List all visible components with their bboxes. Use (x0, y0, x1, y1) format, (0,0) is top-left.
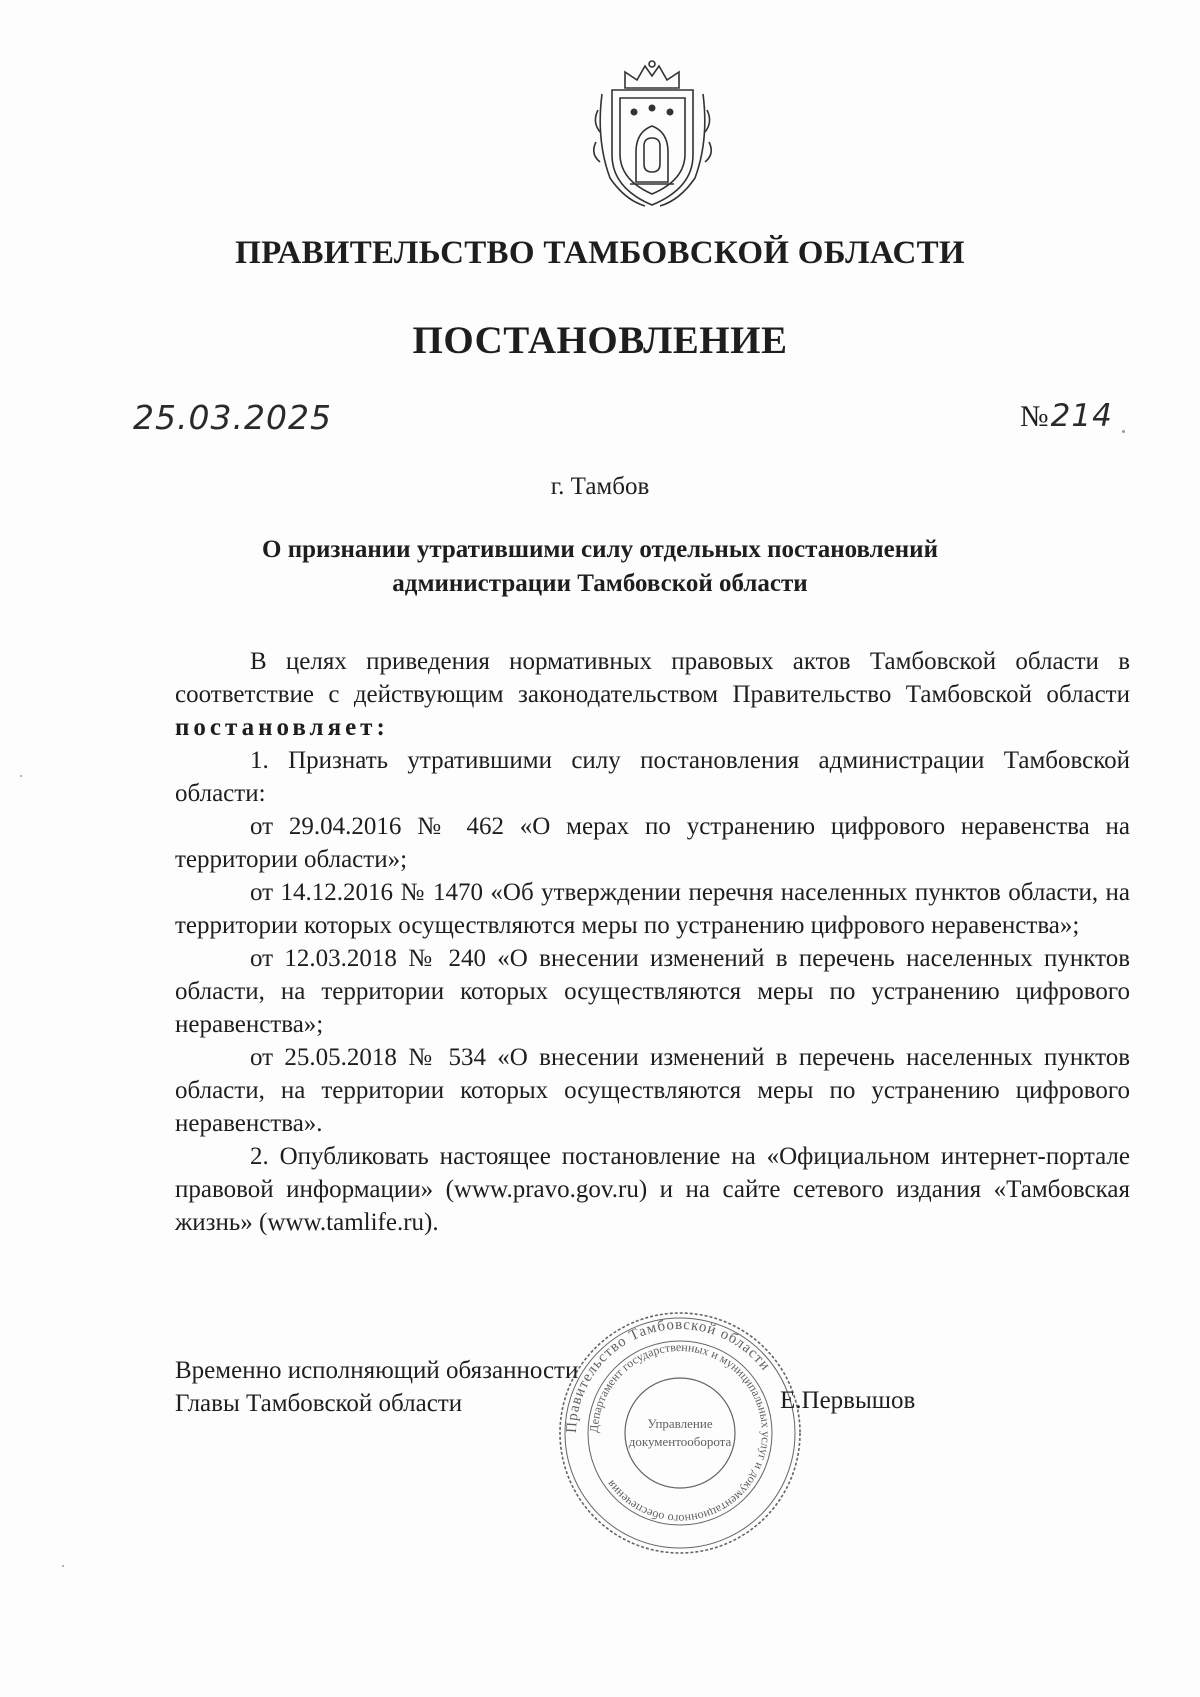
repealed-act: от 29.04.2016 № 462 «О мерах по устранению цифрового неравенства на территории области»; (175, 813, 1130, 873)
stamp-middle-text: Департамент государственных и муниципальных услуг и документационного обеспечения (586, 1339, 774, 1527)
resolves-keyword: постановляет: (175, 714, 389, 741)
document-number (1020, 398, 1113, 434)
government-name: ПРАВИТЕЛЬСТВО ТАМБОВСКОЙ ОБЛАСТИ (235, 235, 965, 271)
position-line-1: Временно исполняющий обязанности (175, 1357, 579, 1384)
intro-text: В целях приведения нормативных правовых актов Тамбовской области в соответствие с действующим законодательством Правительство Тамбовской области (175, 648, 1130, 708)
scan-speck (62, 1565, 64, 1567)
repealed-act: от 14.12.2016 № 1470 «Об утверждении перечня населенных пунктов области, на территории которых осуществляются меры по устранению цифрового неравенства»; (175, 879, 1130, 939)
stamp-outer-text: Правительство Тамбовской области (563, 1316, 774, 1434)
subject-line-1: О признании утратившими силу отдельных постановлений (262, 536, 938, 563)
document-subject (200, 533, 1000, 601)
stamp-center-line-2: документооборота (628, 1434, 732, 1449)
tambov-coat-of-arms-icon (590, 60, 715, 210)
item-1: 1. Признать утратившими силу постановления администрации Тамбовской области: (175, 747, 1130, 807)
scan-speck (1122, 430, 1125, 433)
document-type: ПОСТАНОВЛЕНИЕ (412, 319, 788, 362)
document-city: г. Тамбов (550, 473, 650, 500)
number-value: 214 (1050, 398, 1113, 434)
scan-speck (20, 775, 22, 777)
stamp-center-line-1: Управление (647, 1416, 713, 1431)
subject-line-2: администрации Тамбовской области (392, 570, 808, 597)
signer-name: Е.Первышов (780, 1387, 916, 1414)
document-body (175, 645, 1130, 1239)
signature-position (175, 1354, 578, 1420)
repealed-act: от 12.03.2018 № 240 «О внесении изменений в перечень населенных пунктов области, на территории которых осуществляются меры по устранению цифрового неравенства»; (175, 945, 1130, 1038)
document-date: 25.03.2025 (133, 398, 332, 437)
svg-text:Департамент государственных и (587, 1340, 773, 1526)
position-line-2: Главы Тамбовской области (175, 1390, 463, 1417)
number-label: № (1020, 400, 1049, 433)
intro-paragraph (175, 645, 1130, 744)
item-2: 2. Опубликовать настоящее постановление на «Официальном интернет-портале правовой информации» (www.pravo.gov.ru) и на сайте сетевого издания «Тамбовская жизнь» (www.tamlife.ru). (175, 1143, 1130, 1236)
repealed-act: от 25.05.2018 № 534 «О внесении изменений в перечень населенных пунктов области, на территории которых осуществляются меры по устранению цифрового неравенства». (175, 1044, 1130, 1137)
official-stamp (555, 1308, 805, 1558)
